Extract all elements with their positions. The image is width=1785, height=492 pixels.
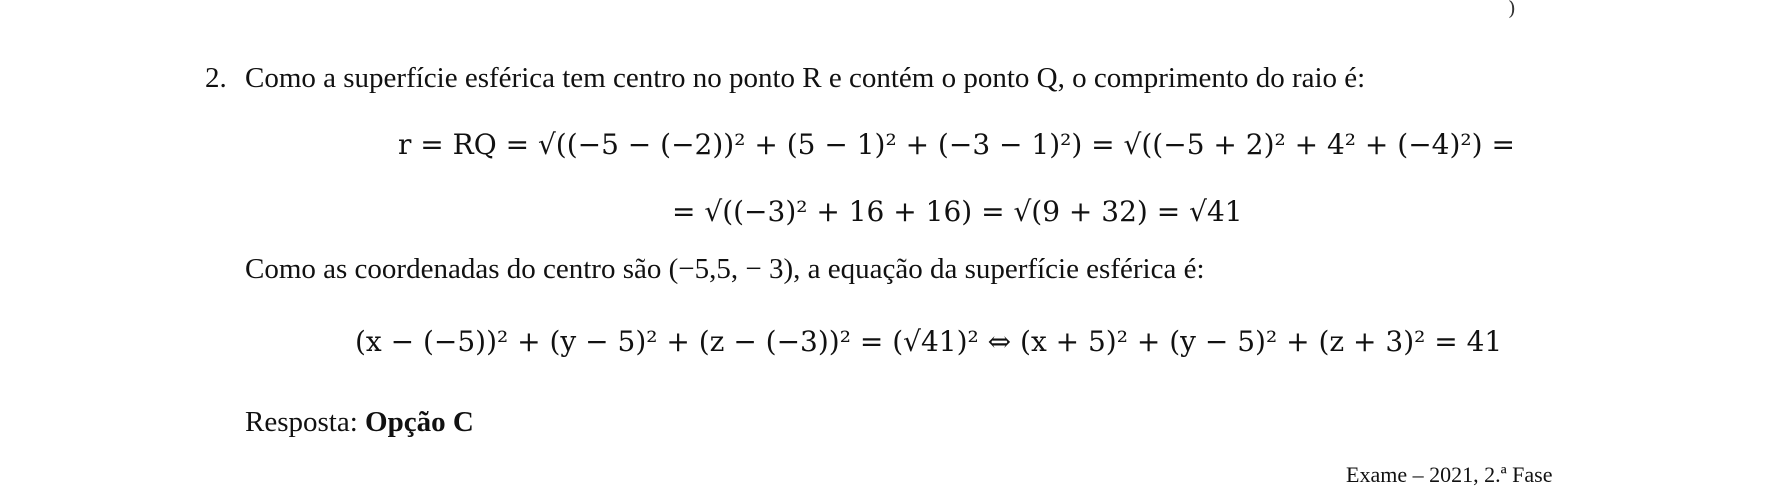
center-coordinates-sentence: Como as coordenadas do centro são (−5,5, − 3), a equação da superfície esférica é: [245, 253, 1205, 285]
item-intro-text: Como a superfície esférica tem centro no ponto R e contém o ponto Q, o comprimento do raio é: [245, 62, 1366, 94]
answer-label: Resposta: [245, 406, 358, 438]
corner-mark: ) [1508, 0, 1516, 20]
exam-footer: Exame – 2021, 2.ª Fase [1346, 462, 1553, 487]
radius-equation-line-2: = √((−3)² + 16 + 16) = √(9 + 32) = √41 [672, 195, 1243, 228]
radius-equation-line-1: r = RQ = √((−5 − (−2))² + (5 − 1)² + (−3 − 1)²) = √((−5 + 2)² + 4² + (−4)²) = [398, 128, 1515, 161]
sphere-equation: (x − (−5))² + (y − 5)² + (z − (−3))² = (√41)² ⇔ (x + 5)² + (y − 5)² + (z + 3)² = 41 [355, 325, 1503, 358]
answer-value: Opção C [365, 406, 474, 438]
item-number: 2. [205, 62, 227, 94]
answer-line [245, 406, 474, 439]
